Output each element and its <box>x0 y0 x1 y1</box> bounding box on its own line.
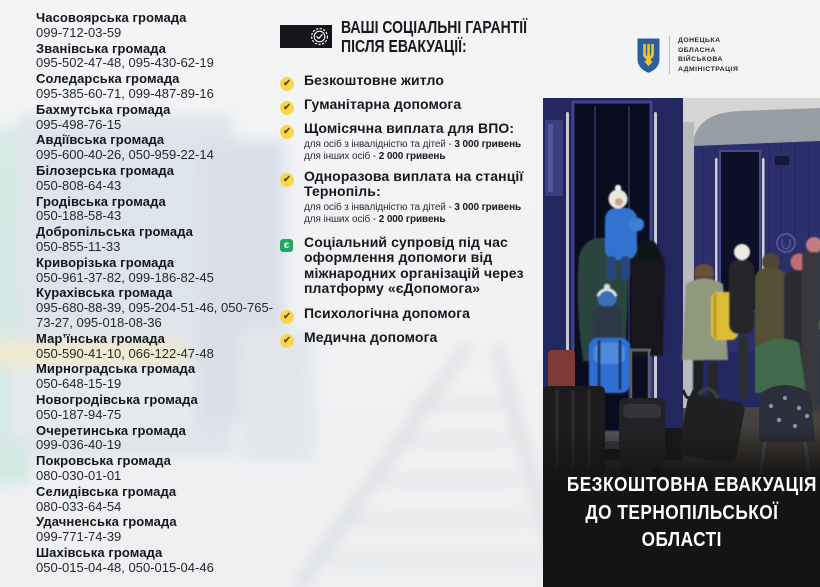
hromada-contact-list <box>36 11 278 576</box>
caption-line3: ОБЛАСТІ <box>641 528 722 551</box>
contact-entry <box>36 11 278 41</box>
hromada-phones: 099-771-74-39 <box>36 529 122 545</box>
hromada-phones: 095-385-60-71, 099-487-89-16 <box>36 85 214 101</box>
hromada-phones: 095-498-76-15 <box>36 116 122 132</box>
hromada-phones: 050-187-94-75 <box>36 406 122 422</box>
hromada-phones: 050-855-11-33 <box>36 238 121 254</box>
guarantee-label: Одноразова виплата на станції Тернопіль: <box>304 167 524 199</box>
hromada-phones: 099-712-03-59 <box>36 24 122 40</box>
guarantee-label: Соціальний супровід під час оформлення допомоги від міжнародних організацій через платформу «єДопомога» <box>304 233 524 296</box>
edopomoga-icon: є <box>280 239 293 252</box>
guarantee-label: Медична допомога <box>304 328 438 345</box>
guarantees-panel <box>280 16 538 354</box>
contact-entry <box>36 454 278 484</box>
donetsk-ova-logo <box>636 36 738 74</box>
contact-entry <box>36 103 278 133</box>
contact-entry <box>36 256 278 286</box>
contact-entry <box>36 133 278 163</box>
contact-entry <box>36 286 278 330</box>
hromada-phones: 050-188-58-43 <box>36 208 122 224</box>
hromada-name: Часовоярська громада <box>36 10 187 25</box>
guarantee-item <box>280 121 538 163</box>
logo-line: ДОНЕЦЬКА <box>678 37 721 44</box>
hromada-phones: 080-033-64-54 <box>36 498 122 514</box>
guarantees-title-line1: ВАШІ СОЦІАЛЬНІ ГАРАНТІЇ <box>341 17 527 37</box>
hromada-name: Бахмутська громада <box>36 101 171 117</box>
check-icon: ✔ <box>280 173 294 187</box>
check-icon: ✔ <box>280 101 294 115</box>
seal-check-icon <box>310 27 329 46</box>
guarantees-list <box>280 73 538 348</box>
detail-amount: 3 000 гривень <box>454 138 522 150</box>
guarantee-label: Психологічна допомога <box>304 304 471 321</box>
hromada-phones: 095-680-88-39, 095-204-51-46, 050-765-73-27, 095-018-08-36 <box>36 300 274 330</box>
hromada-name: Покровська громада <box>36 453 171 469</box>
hromada-phones: 050-808-64-43 <box>36 177 122 193</box>
contact-entry <box>36 485 278 515</box>
hromada-name: Соледарська громада <box>36 71 180 87</box>
hromada-phones: 095-600-40-26, 050-959-22-14 <box>36 147 214 163</box>
hromada-name: Мар’їнська громада <box>36 330 165 346</box>
hromada-phones: 050-590-41-10, 066-122-47-48 <box>36 345 214 361</box>
detail-amount: 3 000 гривень <box>454 201 522 213</box>
hromada-name: Авдіївська громада <box>36 132 165 148</box>
photo-caption <box>543 471 820 554</box>
guarantees-title-line2: ПІСЛЯ ЕВАКУАЦІЇ: <box>341 35 467 56</box>
hromada-name: Курахівська громада <box>36 285 173 301</box>
hromada-phones: 099-036-40-19 <box>36 437 122 453</box>
contact-entry <box>36 195 278 225</box>
guarantee-details <box>304 202 538 226</box>
hromada-name: Гродівська громада <box>36 193 166 209</box>
check-icon: ✔ <box>280 77 294 91</box>
guarantee-label: Щомісячна виплата для ВПО: <box>304 120 515 136</box>
ukraine-trident-shield-icon <box>636 37 661 74</box>
detail-text: для інших осіб - <box>304 213 379 225</box>
hromada-name: Білозерська громада <box>36 162 175 178</box>
contact-entry <box>36 72 278 102</box>
detail-amount: 2 000 гривень <box>378 213 446 225</box>
logo-org-name <box>669 36 738 74</box>
hromada-name: Шахівська громада <box>36 544 163 560</box>
hromada-phones: 050-015-04-48, 050-015-04-46 <box>36 559 214 575</box>
contact-entry <box>36 393 278 423</box>
hromada-phones: 050-648-15-19 <box>36 376 122 392</box>
hromada-name: Новогродівська громада <box>36 391 198 407</box>
hromada-name: Криворізька громада <box>36 254 175 270</box>
guarantees-header <box>280 16 538 55</box>
guarantee-item <box>280 97 538 115</box>
guarantee-item <box>280 73 538 91</box>
guarantee-label: Безкоштовне житло <box>304 72 444 88</box>
hromada-name: Званівська громада <box>36 40 166 56</box>
hromada-name: Очеретинська громада <box>36 422 186 438</box>
logo-line: ОБЛАСНА <box>678 46 716 54</box>
hromada-phones: 095-502-47-48, 095-430-62-19 <box>36 55 214 71</box>
guarantee-details <box>304 139 538 163</box>
contact-entry <box>36 362 278 392</box>
guarantee-item <box>280 330 538 348</box>
hromada-name: Мирноградська громада <box>36 361 196 377</box>
detail-text: для осіб з інвалідністю та дітей - <box>304 138 455 150</box>
hromada-phones: 080-030-01-01 <box>36 467 122 483</box>
contact-entry <box>36 332 278 362</box>
detail-text: для інших осіб - <box>304 150 379 162</box>
guarantee-item <box>280 169 538 226</box>
contact-entry <box>36 42 278 72</box>
hromada-name: Добропільська громада <box>36 224 193 240</box>
contact-entry <box>36 164 278 194</box>
contact-entry <box>36 515 278 545</box>
guarantee-label: Гуманітарна допомога <box>304 96 462 112</box>
detail-amount: 2 000 гривень <box>378 150 446 162</box>
hromada-name: Удачненська громада <box>36 514 177 530</box>
hromada-name: Селидівська громада <box>36 483 177 499</box>
check-icon: ✔ <box>280 310 294 324</box>
contact-entry <box>36 225 278 255</box>
logo-line: АДМІНІСТРАЦІЯ <box>678 65 739 73</box>
check-icon: ✔ <box>280 334 294 348</box>
check-icon: ✔ <box>280 125 294 139</box>
caption-line1: БЕЗКОШТОВНА ЕВАКУАЦІЯ <box>566 473 817 496</box>
caption-line2: ДО ТЕРНОПІЛЬСЬКОЇ <box>584 500 778 524</box>
contact-entry <box>36 546 278 576</box>
detail-text: для осіб з інвалідністю та дітей - <box>304 201 455 213</box>
logo-line: ВІЙСЬКОВА <box>678 56 723 64</box>
guarantees-title <box>341 18 574 55</box>
guarantee-item <box>280 306 538 324</box>
guarantee-badge-box <box>280 25 332 48</box>
hromada-phones: 050-961-37-82, 099-186-82-45 <box>36 269 214 285</box>
guarantee-item <box>280 235 538 297</box>
contact-entry <box>36 424 278 454</box>
